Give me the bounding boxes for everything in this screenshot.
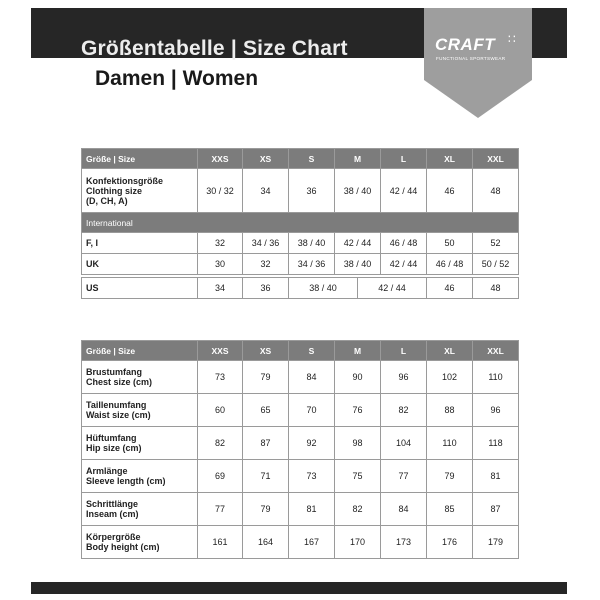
table-cell: 81: [473, 460, 519, 493]
table-row: [82, 278, 519, 299]
table-row: [82, 233, 519, 254]
size-col-m: M: [335, 341, 381, 361]
table-cell: 60: [198, 394, 243, 427]
table-cell: 77: [381, 460, 427, 493]
size-col-xxl: XXL: [473, 341, 519, 361]
table-cell: 48: [473, 278, 519, 299]
size-col-xl: XL: [427, 341, 473, 361]
row-label: [82, 361, 198, 394]
table-cell: 73: [289, 460, 335, 493]
row-label-line: Konfektionsgröße: [86, 175, 164, 186]
row-label-line: Körpergröße: [86, 532, 141, 542]
table-cell: 42 / 44: [335, 233, 381, 254]
body-measurements-table: [81, 340, 519, 559]
table-cell: 85: [427, 493, 473, 526]
international-section-row: [82, 213, 519, 233]
table-cell: 79: [243, 361, 289, 394]
table-cell: 36: [289, 169, 335, 213]
table-cell: 79: [427, 460, 473, 493]
table-cell: 102: [427, 361, 473, 394]
table-cell: 170: [335, 526, 381, 559]
table-cell: 38 / 40: [289, 278, 358, 299]
table-cell: 173: [381, 526, 427, 559]
table-cell: 42 / 44: [381, 254, 427, 275]
table-cell: 84: [381, 493, 427, 526]
table-cell: 84: [289, 361, 335, 394]
row-label-line: Armlänge: [86, 466, 128, 476]
table-cell: 46: [427, 278, 473, 299]
table-cell: 32: [198, 233, 243, 254]
table-cell: 90: [335, 361, 381, 394]
table-cell: 38 / 40: [335, 254, 381, 275]
row-label: US: [82, 278, 198, 299]
table-cell: 48: [473, 169, 519, 213]
table-cell: 65: [243, 394, 289, 427]
size-col-xxs: XXS: [198, 149, 243, 169]
table-cell: 161: [198, 526, 243, 559]
size-conversion-table: [81, 148, 519, 275]
us-size-table: [81, 277, 519, 299]
table-cell: 52: [473, 233, 519, 254]
table-cell: 34: [198, 278, 243, 299]
table-cell: 96: [473, 394, 519, 427]
table-cell: 167: [289, 526, 335, 559]
row-label-line: Sleeve length (cm): [86, 476, 166, 486]
table-cell: 96: [381, 361, 427, 394]
row-label: [82, 427, 198, 460]
table-cell: 77: [198, 493, 243, 526]
row-label: [82, 493, 198, 526]
size-col-s: S: [289, 341, 335, 361]
size-header-label: Größe | Size: [82, 341, 198, 361]
table-cell: 79: [243, 493, 289, 526]
table-cell: 82: [381, 394, 427, 427]
size-col-xxs: XXS: [198, 341, 243, 361]
table-cell: 46 / 48: [427, 254, 473, 275]
size-col-l: L: [381, 341, 427, 361]
row-label-line: Schrittlänge: [86, 499, 139, 509]
table-cell: 42 / 44: [381, 169, 427, 213]
table-cell: 32: [243, 254, 289, 275]
table-cell: 110: [473, 361, 519, 394]
table-cell: 75: [335, 460, 381, 493]
row-label-line: Chest size (cm): [86, 377, 153, 387]
table-cell: 69: [198, 460, 243, 493]
table-cell: 110: [427, 427, 473, 460]
row-label-line: Brustumfang: [86, 367, 142, 377]
table-cell: 34 / 36: [243, 233, 289, 254]
page-title: Größentabelle | Size Chart: [81, 37, 348, 60]
size-col-s: S: [289, 149, 335, 169]
row-label-line: Taillenumfang: [86, 400, 147, 410]
row-label-line: Inseam (cm): [86, 509, 139, 519]
size-col-xs: XS: [243, 341, 289, 361]
table-cell: 38 / 40: [335, 169, 381, 213]
row-label-line: Hip size (cm): [86, 443, 142, 453]
size-col-xs: XS: [243, 149, 289, 169]
row-label-line: Hüftumfang: [86, 433, 137, 443]
table-cell: 70: [289, 394, 335, 427]
table-cell: 176: [427, 526, 473, 559]
row-label: [82, 169, 198, 213]
table-cell: 76: [335, 394, 381, 427]
table-cell: 81: [289, 493, 335, 526]
international-label: International: [82, 213, 519, 233]
table-cell: 46: [427, 169, 473, 213]
badge-shape: [424, 8, 532, 118]
table-row: [82, 394, 519, 427]
table-cell: 42 / 44: [358, 278, 427, 299]
table-cell: 38 / 40: [289, 233, 335, 254]
table-header-row: [82, 149, 519, 169]
row-label-line: Body height (cm): [86, 542, 160, 552]
table-cell: 82: [335, 493, 381, 526]
footer-bar: [31, 582, 567, 594]
table-cell: 36: [243, 278, 289, 299]
table-cell: 46 / 48: [381, 233, 427, 254]
brand-name: CRAFT: [435, 35, 496, 54]
table-row: [82, 493, 519, 526]
table-row: [82, 169, 519, 213]
row-label: [82, 526, 198, 559]
size-col-l: L: [381, 149, 427, 169]
table-cell: 179: [473, 526, 519, 559]
row-label-line: (D, CH, A): [86, 195, 128, 206]
craft-dots-logo-icon: ∷: [508, 32, 516, 46]
table-cell: 50 / 52: [473, 254, 519, 275]
table-cell: 164: [243, 526, 289, 559]
size-header-label: Größe | Size: [82, 149, 198, 169]
page-subtitle: Damen | Women: [95, 67, 259, 90]
row-label: UK: [82, 254, 198, 275]
table-cell: 87: [473, 493, 519, 526]
table-cell: 92: [289, 427, 335, 460]
size-col-m: M: [335, 149, 381, 169]
table-cell: 73: [198, 361, 243, 394]
table-cell: 88: [427, 394, 473, 427]
table-row: [82, 361, 519, 394]
size-col-xl: XL: [427, 149, 473, 169]
table-cell: 50: [427, 233, 473, 254]
table-cell: 98: [335, 427, 381, 460]
table-cell: 71: [243, 460, 289, 493]
table-row: [82, 460, 519, 493]
size-col-xxl: XXL: [473, 149, 519, 169]
row-label: F, I: [82, 233, 198, 254]
table-cell: 87: [243, 427, 289, 460]
table-row: [82, 254, 519, 275]
brand-badge: [424, 8, 532, 118]
table-cell: 34 / 36: [289, 254, 335, 275]
table-cell: 34: [243, 169, 289, 213]
table-row: [82, 526, 519, 559]
table-cell: 118: [473, 427, 519, 460]
row-label-line: Clothing size: [86, 185, 142, 196]
table-cell: 82: [198, 427, 243, 460]
table-cell: 104: [381, 427, 427, 460]
brand-tagline: FUNCTIONAL SPORTSWEAR: [436, 56, 506, 61]
row-label: [82, 460, 198, 493]
table-row: [82, 427, 519, 460]
table-header-row: [82, 341, 519, 361]
table-cell: 30: [198, 254, 243, 275]
row-label: [82, 394, 198, 427]
table-cell: 30 / 32: [198, 169, 243, 213]
row-label-line: Waist size (cm): [86, 410, 151, 420]
